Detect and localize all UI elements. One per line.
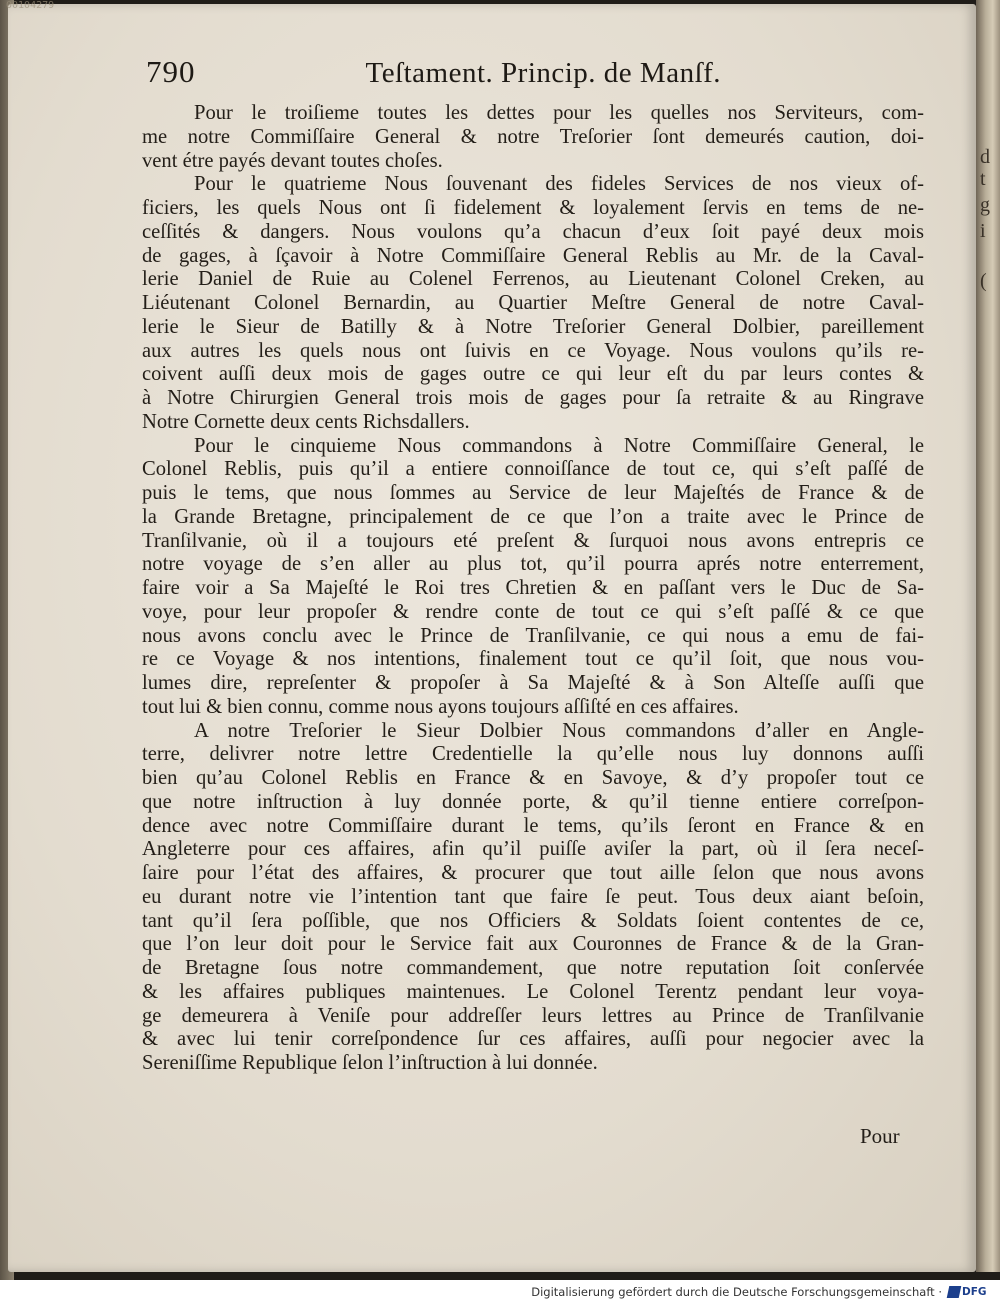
body-text <box>142 102 924 1076</box>
text-line: lerie Daniel de Ruie au Colenel Ferrenos, au Lieutenant Colonel Creken, au <box>142 268 924 291</box>
edge-letter: g <box>980 194 990 216</box>
text-line: coivent auſſi deux mois de gages outre ce qui leur eſt du par leurs contes & <box>142 363 924 386</box>
text-line: terre, delivrer notre lettre Credentielle la qu’elle nous luy donnons auſſi <box>142 743 924 766</box>
text-line: Notre Cornette deux cents Richsdallers. <box>142 410 470 433</box>
text-line: ſaire pour l’état des affaires, & procurer que tout aille ſelon que nous avons <box>142 862 924 884</box>
text-line: de gages, à ſçavoir à Notre Commiſſaire General Reblis au Mr. de la Caval- <box>142 244 924 267</box>
edge-letter: d <box>980 146 990 168</box>
paragraph-1 <box>142 102 924 173</box>
edge-letter: t <box>980 168 986 190</box>
text-line: Pour le quatrieme Nous ſouvenant des fideles Services de nos vieux of- <box>194 173 924 196</box>
text-line: que l’on leur doit pour le Service fait aux Couronnes de France & de la Gran- <box>142 933 924 956</box>
text-line: la Grande Bretagne, principalement de ce que l’on a traite avec le Prince de <box>142 505 924 528</box>
text-line: tant qu’il ſera poſſible, que nos Officiers & Soldats ſoient contentes de ce, <box>142 909 924 932</box>
text-line: Pour le troiſieme toutes les dettes pour les quelles nos Serviteurs, com- <box>194 102 924 124</box>
digitization-footer <box>0 1280 1000 1304</box>
text-line: Angleterre pour ces affaires, afin qu’il puiſſe aviſer la part, où il ſera neceſ- <box>142 838 924 861</box>
edge-letter: i <box>980 220 986 242</box>
text-line: dence avec notre Commiſſaire durant le tems, qu’ils ſeront en France & en <box>142 814 924 837</box>
running-head <box>146 54 766 98</box>
dfg-logo <box>948 1285 988 1299</box>
paragraph-3 <box>142 435 924 720</box>
text-line: voye, pour leur propoſer & rendre conte de tout ce qui s’eſt paſſé & ce que <box>142 600 924 623</box>
text-line: re ce Voyage & nos intentions, finalement tout ce qu’il ſoit, que nous vou- <box>142 648 924 671</box>
text-line: Sereniſſime Republique ſelon l’inſtruction à lui donnée. <box>142 1052 598 1074</box>
edge-letter: ( <box>980 270 987 292</box>
text-line: lerie le Sieur de Batilly & à Notre Treſorier General Dolbier, pareillement <box>142 315 924 338</box>
text-line: notre voyage de s’en aller au plus tot, qu’il pourra aprés notre enterrement, <box>142 553 924 576</box>
dfg-logo-word: DFG <box>962 1286 987 1298</box>
dfg-mark-icon <box>947 1286 962 1298</box>
text-line: Pour le cinquieme Nous commandons à Notre Commiſſaire General, le <box>194 434 924 457</box>
text-line: que notre inſtruction à luy donnée porte, & qu’il tienne entiere correſpon- <box>142 790 924 813</box>
text-line: lumes dire, repreſenter & propoſer à Sa Majeſté & à Son Alteſſe auſſi que <box>142 672 924 694</box>
text-line: ficiers, les quels Nous ont ſi fidelement & loyalement ſervis en tems de ne- <box>142 197 924 219</box>
text-line: nous avons conclu avec le Prince de Tranſilvanie, ce qui nous a emu de fai- <box>142 624 924 647</box>
running-title: Teſtament. Princip. de Manſf. <box>365 57 722 89</box>
text-line: & avec lui tenir correſpondence ſur ces affaires, auſſi pour negocier avec la <box>142 1028 924 1051</box>
text-line: aux autres les quels nous ont ſuivis en ce Voyage. Nous voulons qu’ils re- <box>142 339 924 362</box>
text-line: tout lui & bien connu, comme nous ayons toujours aſſiſté en ces affaires. <box>142 695 739 718</box>
paragraph-2 <box>142 173 924 434</box>
text-line: ceſſités & dangers. Nous voulons qu’a chacun d’eux ſoit payé deux mois <box>142 220 924 243</box>
text-line: eu durant notre vie l’intention tant que faire ſe peut. Tous deux aiant beſoin, <box>142 885 924 908</box>
footer-credit: Digitalisierung gefördert durch die Deutsche Forschungsgemeinschaft · <box>531 1285 942 1299</box>
text-line: vent étre payés devant toutes choſes. <box>142 149 443 172</box>
text-line: puis le tems, que nous ſommes au Service de leur Majeſtés de France & de <box>142 482 924 504</box>
text-line: & les affaires publiques maintenues. Le Colonel Terentz pendant leur voya- <box>142 980 924 1003</box>
paragraph-4 <box>142 720 924 1076</box>
text-line: ge demeurera à Veniſe pour addreſſer leurs lettres au Prince de Tranſilvanie <box>142 1004 924 1027</box>
text-line: A notre Treſorier le Sieur Dolbier Nous commandons d’aller en Angle- <box>194 719 924 742</box>
text-line: Tranſilvanie, où il a toujours eté preſent & ſurquoi nous avons entrepris ce <box>142 529 924 552</box>
text-line: faire voir a Sa Majeſté le Roi tres Chretien & en paſſant vers le Duc de Sa- <box>142 577 924 599</box>
catchword: Pour <box>860 1124 900 1148</box>
text-line: bien qu’au Colonel Reblis en France & en Savoye, & d’y propoſer tout ce <box>142 767 924 789</box>
text-line: Colonel Reblis, puis qu’il a entiere connoiſſance de tout ce, qui s’eſt paſſé de <box>142 458 924 481</box>
text-line: de Bretagne ſous notre commandement, que notre reputation ſoit conſervée <box>142 957 924 979</box>
text-line: me notre Commiſſaire General & notre Treſorier ſont demeurés caution, doi- <box>142 125 924 148</box>
scan-stamp: 00104279 <box>6 0 55 11</box>
text-line: Liéutenant Colonel Bernardin, au Quartier Meſtre General de notre Caval- <box>142 292 924 314</box>
text-line: à Notre Chirurgien General trois mois de gages pour ſa retraite & au Ringrave <box>142 387 924 409</box>
page-number: 790 <box>146 54 196 89</box>
